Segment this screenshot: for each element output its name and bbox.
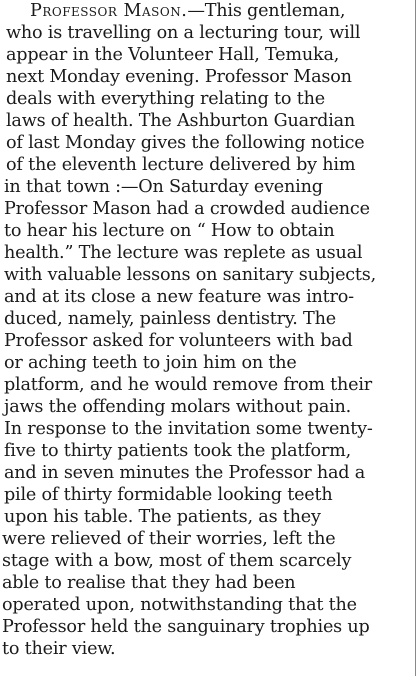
article-line-19: jaws the offending molars without pain. <box>4 397 352 417</box>
article-heading: Professor Mason. <box>30 1 188 21</box>
article-line-28: operated upon, notwithstanding that the <box>2 595 357 615</box>
article-line-5: deals with everything relating to the <box>6 89 325 109</box>
article-line-27: able to realise that they had been <box>2 573 296 593</box>
article-line-3: appear in the Volunteer Hall, Temuka, <box>6 45 340 65</box>
article-line-13: with valuable lessons on sanitary subjects, <box>4 265 377 285</box>
column-rule <box>415 0 416 676</box>
article-line-2: who is travelling on a lecturing tour, will <box>6 23 361 43</box>
article-line-4: next Monday evening. Professor Mason <box>6 67 352 87</box>
article-line-26: stage with a bow, most of them scarcely <box>2 551 352 571</box>
article-line-11: to hear his lecture on “ How to obtain <box>4 221 335 241</box>
article-line-25: were relieved of their worries, left the <box>2 529 336 549</box>
article-line-17: or aching teeth to join him on the <box>4 353 297 373</box>
article-line-14: and at its close a new feature was intro- <box>4 287 354 307</box>
article-line-15: duced, namely, painless dentistry. The <box>4 309 336 329</box>
article-line-6: laws of health. The Ashburton Guardian <box>6 111 356 131</box>
article-line-1 <box>30 0 345 22</box>
article-line-20: In response to the invitation some twenty- <box>4 419 373 439</box>
article-line-21: five to thirty patients took the platform, <box>4 441 352 461</box>
article-line-12: health.” The lecture was replete as usual <box>4 243 363 263</box>
article-line-1-text: —This gentleman, <box>187 1 346 21</box>
article-line-23: pile of thirty formidable looking teeth <box>4 485 333 505</box>
article-line-24: upon his table. The patients, as they <box>4 507 321 527</box>
article-line-8: of the eleventh lecture delivered by him <box>6 155 356 175</box>
article-line-7: of last Monday gives the following notice <box>6 133 365 153</box>
article-line-10: Professor Mason had a crowded audience <box>4 199 370 219</box>
article-line-30: to their view. <box>2 639 116 659</box>
article-line-29: Professor held the sanguinary trophies up <box>2 617 370 637</box>
article-line-9: in that town :—On Saturday evening <box>4 177 323 197</box>
article-line-22: and in seven minutes the Professor had a <box>4 463 366 483</box>
article-line-16: Professor asked for volunteers with bad <box>4 331 353 351</box>
article-line-18: platform, and he would remove from their <box>4 375 372 395</box>
